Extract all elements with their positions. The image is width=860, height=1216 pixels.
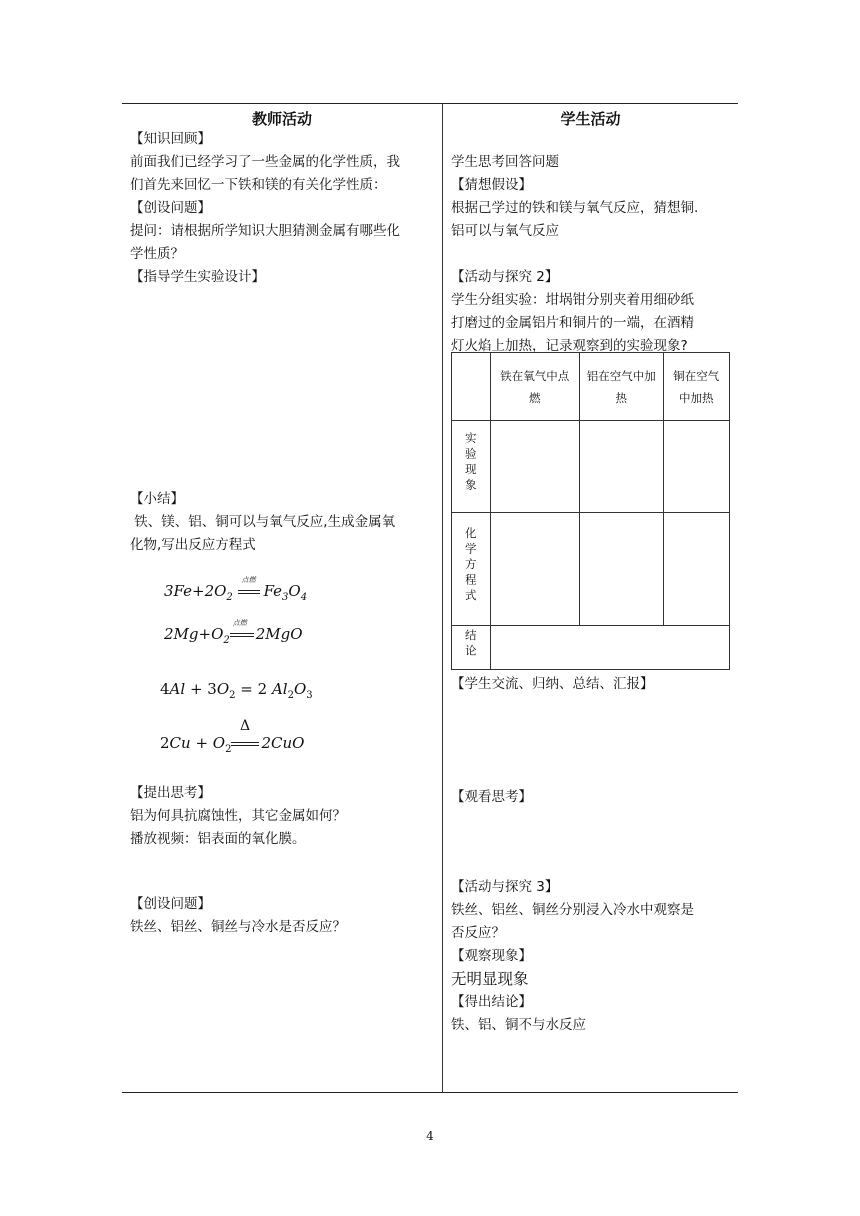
think-line2: 播放视频：铝表面的氧化膜。	[130, 831, 306, 847]
table-row-header: 结论	[452, 626, 491, 670]
teacher-header: 教师活动	[251, 110, 312, 128]
watch-title: 【观看思考】	[451, 789, 532, 805]
review-line2: 们首先来回忆一下铁和镁的有关化学性质：	[130, 177, 387, 193]
activity3-line2: 否反应？	[451, 925, 505, 941]
table-corner	[452, 353, 491, 421]
table-cell	[579, 513, 663, 626]
conclude-text: 铁、铝、铜不与水反应	[451, 1017, 586, 1033]
table-cell	[663, 513, 729, 626]
table-col-header: 铜在空气中加热	[663, 353, 729, 421]
heat-delta-symbol: Δ	[240, 718, 251, 734]
table-cell	[490, 421, 579, 513]
question2-title: 【创设问题】	[130, 896, 211, 912]
activity2-line2: 打磨过的金属铝片和铜片的一端，在酒精	[451, 315, 694, 331]
equation-al: $4Al + 3O_2 = 2$ $Al_2O_3$	[160, 680, 313, 701]
activity3-title: 【活动与探究 3】	[451, 879, 559, 895]
table-row-header: 实验现象	[452, 421, 491, 513]
question2-line1: 铁丝、铝丝、铜丝与冷水是否反应？	[130, 919, 346, 935]
table-col-header: 铁在氧气中点燃	[490, 353, 579, 421]
activity2-title: 【活动与探究 2】	[451, 269, 559, 285]
exchange-title: 【学生交流、归纳、总结、汇报】	[451, 676, 654, 692]
table-col-header: 铝在空气中加热	[579, 353, 663, 421]
equation-fe: $3Fe+2O_2$ 点燃 $Fe_3O_4$	[164, 576, 308, 603]
table-cell	[490, 513, 579, 626]
equation-cu: $2Cu + O_2$ 2CuO	[160, 734, 305, 755]
student-answer: 学生思考回答问题	[451, 154, 559, 170]
conclude-title: 【得出结论】	[451, 994, 532, 1010]
student-header: 学生活动	[560, 110, 621, 128]
summary-line2: 化物,写出反应方程式	[130, 537, 256, 553]
column-divider	[442, 103, 443, 1093]
question-line1: 提问：请根据所学知识大胆猜测金属有哪些化	[130, 223, 400, 239]
review-title: 【知识回顾】	[130, 131, 211, 147]
table-bottom-rule	[122, 1092, 738, 1093]
table-top-rule	[122, 103, 738, 104]
question-line2: 学性质？	[130, 246, 184, 262]
table-cell	[490, 626, 730, 670]
review-line1: 前面我们已经学习了一些金属的化学性质，我	[130, 154, 400, 170]
observe-text: 无明显现象	[451, 970, 529, 988]
observe-title: 【观察现象】	[451, 948, 532, 964]
summary-title: 【小结】	[130, 491, 184, 507]
table-row-header: 化学方程式	[452, 513, 491, 626]
hypothesis-line1: 根据己学过的铁和镁与氧气反应，猜想铜.	[451, 200, 699, 216]
hypothesis-line2: 铝可以与氧气反应	[451, 223, 559, 239]
hypothesis-title: 【猜想假设】	[451, 177, 532, 193]
activity2-line1: 学生分组实验：坩埚钳分别夹着用细砂纸	[451, 292, 694, 308]
page-number: 4	[426, 1129, 434, 1143]
guide-title: 【指导学生实验设计】	[130, 269, 265, 285]
activity3-line1: 铁丝、铝丝、铜丝分别浸入冷水中观察是	[451, 902, 694, 918]
question-title: 【创设问题】	[130, 200, 211, 216]
think-title: 【提出思考】	[130, 785, 211, 801]
think-line1: 铝为何具抗腐蚀性，其它金属如何？	[130, 808, 346, 824]
table-cell	[663, 421, 729, 513]
summary-line1: 铁、镁、铝、铜可以与氧气反应,生成金属氧	[130, 514, 396, 530]
equation-mg: $2Mg+O_2$ 点燃 2MgO	[164, 619, 303, 646]
observation-table	[451, 352, 730, 670]
table-cell	[579, 421, 663, 513]
activity2-line3: 灯火焰上加热，记录观察到的实验现象?	[451, 338, 688, 354]
